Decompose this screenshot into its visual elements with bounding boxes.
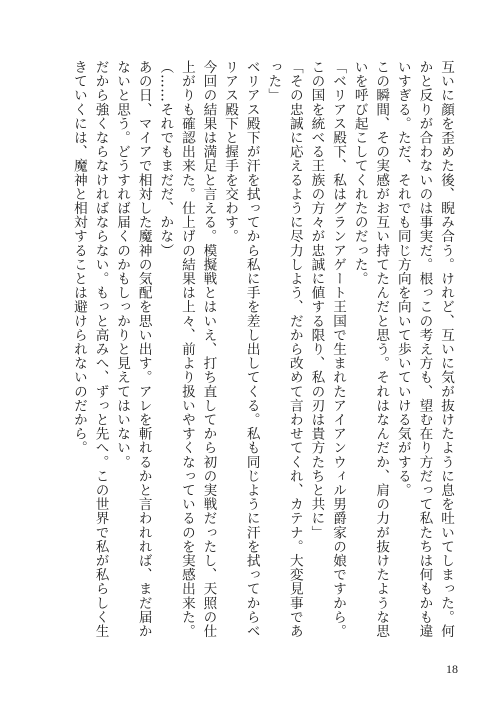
page-number: 18 xyxy=(446,662,458,676)
paragraph: 互いに顔を歪めた後、睨み合う。けれど、互いに気が抜けたように息を吐いてしまった。何かと反りが合わないのは事実だ。根っこの考え方も、望む在り方だって私たちは何もかも違いすぎる。ただ、それでも同じ方向を向いて歩いていける気がする。 xyxy=(394,60,454,639)
paragraph: だから強くならなければならない。もっと高みへ、ずっと先へ。この世界で私が私らしく生きていくには、魔神と相対することは避けられないのだから。 xyxy=(70,60,109,639)
paragraph: 「ベリアス殿下、私はグランアゲート王国で生まれたアイアンウィル男爵家の娘ですから。この国を統べる王族の方々が忠誠に値する限り、私の刃は貴方たちと共に」 xyxy=(308,60,347,639)
vertical-text-body xyxy=(36,60,456,645)
paragraph: ベリアス殿下が汗を拭ってから私に手を差し出してくる。私も同じように汗を拭ってからベリアス殿下と握手を交わす。 xyxy=(222,60,260,639)
paragraph: 今回の結果は満足と言える。模擬戦とはいえ、打ち直してから初の実戦だったし、天照の仕上がりも確認出来た。仕上げの結果は上々、前より扱いやすくなっているのを実感出来た。 xyxy=(178,60,217,639)
paragraph: （……それでもまだだ、かな） xyxy=(157,60,174,258)
paragraph: この瞬間、その実感がお互い持てたんだと思う。それはなんだか、肩の力が抜けたような思いを呼び起こしてくれたのだった。 xyxy=(351,60,390,639)
paragraph: あの日、マイアで相対した魔神の気配を思い出す。アレを斬れるかと言われれば、まだ届かないと思う。どうすれば届くのかもしっかりと見えてはいない。 xyxy=(114,60,152,639)
paragraph: 「その忠誠に応えるように尽力しよう、だから改めて言わせてくれ、カテナ。大変見事であった」 xyxy=(265,60,303,639)
